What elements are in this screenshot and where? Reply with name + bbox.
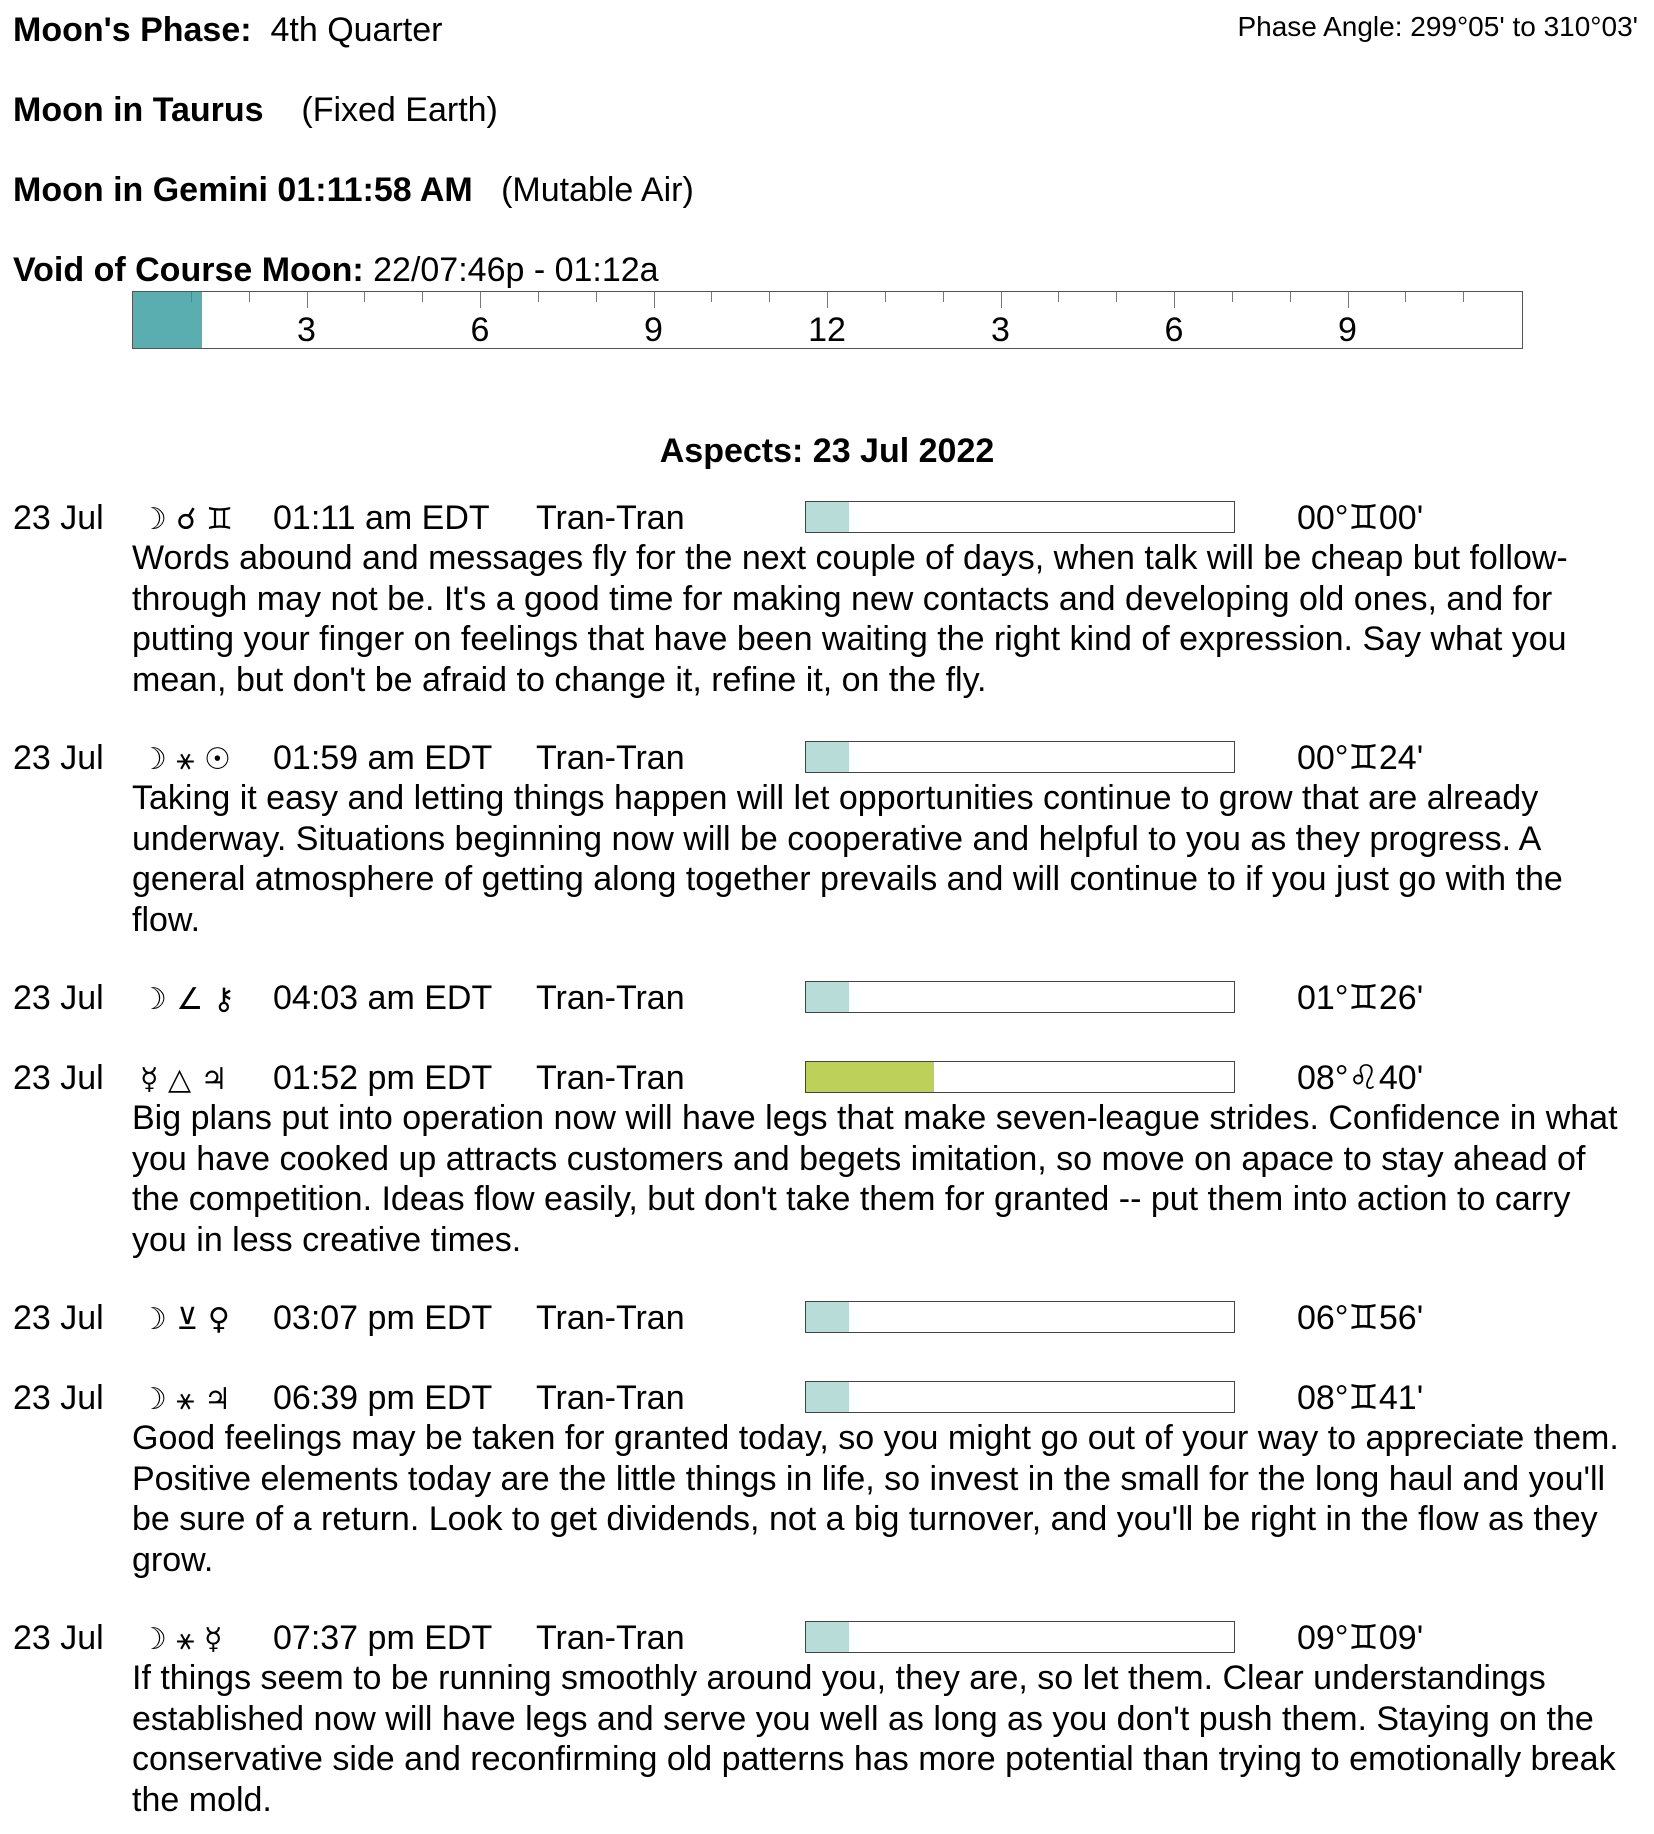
aspect-degree: 00°♊00' [1297,499,1424,537]
aspect-glyphs: ☽ ⚹ ☉ [140,742,231,777]
aspect-strength-bar [805,1301,1235,1333]
aspect-degree: 01°♊26' [1297,979,1424,1017]
aspect-glyphs: ☽ ∠ ⚷ [140,982,235,1017]
aspect-strength-bar [805,981,1235,1013]
aspect-type: Tran-Tran [536,499,685,537]
aspect-type: Tran-Tran [536,1059,685,1097]
timeline-tick-label: 3 [297,311,316,349]
timeline-tick [711,292,712,302]
aspect-degree: 06°♊56' [1297,1299,1424,1337]
moon-phase-label: Moon's Phase: [13,11,252,49]
timeline-tick [1405,292,1406,302]
aspect-glyphs: ☽ ⚹ ☿ [140,1622,223,1657]
timeline-tick [769,292,770,302]
timeline-tick [1463,292,1464,302]
moon-sign-quality: (Fixed Earth) [301,91,498,129]
timeline-tick [1001,292,1002,308]
timeline-tick-label: 12 [808,311,846,349]
aspect-date: 23 Jul [13,1299,104,1337]
aspect-time: 01:52 pm EDT [273,1059,493,1097]
timeline-tick [1116,292,1117,302]
aspect-type: Tran-Tran [536,1299,685,1337]
aspect-type: Tran-Tran [536,979,685,1017]
timeline-tick [364,292,365,302]
aspect-type: Tran-Tran [536,739,685,777]
void-of-course-timeline [132,291,1523,349]
aspect-time: 03:07 pm EDT [273,1299,493,1337]
aspect-strength-fill [806,1062,934,1092]
aspect-strength-bar [805,741,1235,773]
timeline-tick [191,292,192,302]
aspect-strength-bar [805,1061,1235,1093]
aspect-date: 23 Jul [13,499,104,537]
aspect-time: 07:37 pm EDT [273,1619,493,1657]
aspect-type: Tran-Tran [536,1379,685,1417]
aspect-strength-fill [806,742,849,772]
aspect-time: 04:03 am EDT [273,979,493,1017]
aspect-date: 23 Jul [13,1619,104,1657]
timeline-tick-label: 6 [1164,311,1184,349]
timeline-tick [480,292,481,308]
timeline-tick-label: 9 [644,311,663,349]
aspect-degree: 08°♊41' [1297,1379,1424,1417]
timeline-tick [1290,292,1291,302]
moon-sign-line [13,90,498,130]
phase-angle: Phase Angle: 299°05' to 310°03' [1237,11,1638,42]
timeline-tick [1174,292,1175,308]
timeline-tick [943,292,944,302]
timeline-tick [596,292,597,302]
aspect-date: 23 Jul [13,1379,104,1417]
timeline-tick [827,292,828,308]
timeline-tick [1232,292,1233,302]
aspect-time: 01:11 am EDT [273,499,490,537]
timeline-tick-label: 3 [991,311,1010,349]
aspect-degree: 08°♌40' [1297,1059,1424,1097]
aspect-description: Big plans put into operation now will have legs that make seven-league strides. Confidence in what you have cooked up attracts customers and begets imitation, so move on apace to stay ahead of the competition. Ideas flow easily, but don't take them for granted -- put them into action to carry you in less creative times. [132,1099,1618,1259]
aspect-degree: 00°♊24' [1297,739,1424,777]
aspect-strength-fill [806,982,849,1012]
aspect-strength-bar [805,501,1235,533]
timeline-tick [885,292,886,302]
aspect-glyphs: ☽ ☌ ♊ [140,502,234,537]
moon-sign-label: Moon in Taurus [13,91,264,129]
timeline-tick [1058,292,1059,302]
timeline-tick [422,292,423,302]
aspect-type: Tran-Tran [536,1619,685,1657]
aspect-date: 23 Jul [13,979,104,1017]
voc-value: 22/07:46p - 01:12a [373,251,659,289]
aspect-date: 23 Jul [13,739,104,777]
aspect-description: Good feelings may be taken for granted today, so you might go out of your way to appreciate them. Positive elements today are the little things in life, so invest in the small for the long haul and you'll be sure of a return. Look to get dividends, not a big turnover, and you'll be right in the flow as they grow. [132,1419,1619,1579]
aspect-time: 06:39 pm EDT [273,1379,493,1417]
aspect-glyphs: ☿ △ ♃ [140,1062,228,1097]
aspect-date: 23 Jul [13,1059,104,1097]
aspect-glyphs: ☽ ⚹ ♃ [140,1382,231,1417]
moon-ingress-label: Moon in Gemini 01:11:58 AM [13,171,473,209]
timeline-tick-label: 9 [1338,311,1357,349]
moon-phase-value: 4th Quarter [270,11,443,49]
timeline-tick [654,292,655,308]
aspect-strength-fill [806,1382,849,1412]
aspect-strength-bar [805,1621,1235,1653]
timeline-tick [249,292,250,302]
aspect-strength-fill [806,1302,849,1332]
timeline-tick [1348,292,1349,308]
aspect-degree: 09°♊09' [1297,1619,1424,1657]
aspect-time: 01:59 am EDT [273,739,493,777]
aspect-description: Words abound and messages fly for the next couple of days, when talk will be cheap but follow-through may not be. It's a good time for making new contacts and developing old ones, and for putting your finger on feelings that have been waiting the right kind of expression. Say what you mean, but don't be afraid to change it, refine it, on the fly. [132,539,1568,699]
voc-label: Void of Course Moon: [13,251,364,289]
moon-phase-line [13,10,442,50]
moon-ingress-quality: (Mutable Air) [501,171,694,209]
aspect-strength-bar [805,1381,1235,1413]
timeline-tick-label: 6 [470,311,490,349]
moon-ingress-line [13,170,694,210]
aspect-description: If things seem to be running smoothly around you, they are, so let them. Clear understandings established now will have legs and serve you well as long as you don't push them. Staying on the conservative side and reconfirming old patterns has more potential than trying to emotionally break the mold. [132,1659,1616,1819]
aspect-strength-fill [806,1622,849,1652]
timeline-tick [538,292,539,302]
void-of-course-line [13,250,659,290]
aspect-description: Taking it easy and letting things happen will let opportunities continue to grow that are already underway. Situations beginning now will be cooperative and helpful to you as they progress. A general atmosphere of getting along together prevails and will continue to if you just go with the flow. [132,779,1563,939]
aspect-strength-fill [806,502,849,532]
void-period-fill [133,292,202,348]
aspect-glyphs: ☽ ⊻ ♀ [140,1302,230,1337]
timeline-tick [307,292,308,308]
aspects-title: Aspects: 23 Jul 2022 [659,432,995,470]
